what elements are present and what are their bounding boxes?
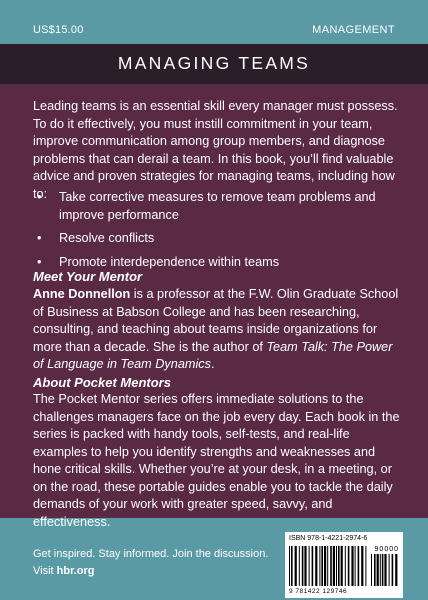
barcode-bars-icon [289,546,369,586]
visit-label: Visit [33,565,57,577]
mentor-book-title: Team Talk: The Power of Language in Team Dynamics [33,339,393,371]
pocket-mentors-heading: About Pocket Mentors [33,375,171,390]
pocket-mentors-text: The Pocket Mentor series offers immediate solutions to the challenges managers face on the job every day. Each book in the series is packed with handy tools, self-tests, and real-life examples to help you identify strengths and weaknesses and hone critical skills. Whether you’re at your desk, in a meeting, or on the road, these portable guides enable you to tackle the daily demands of your work with greater speed, savvy, and effectiveness. [33,392,400,529]
price-code: 90000 [374,546,399,553]
mentor-bio-text: is a professor at the F.W. Olin Graduate School of Business at Babson College and has been researching, consulting, and teaching about teams inside organizations for more than a decade. She is the author of [33,287,399,354]
top-band [0,0,428,44]
footer-visit [33,565,95,577]
footer-tagline: Get inspired. Stay informed. Join the discussion. [33,548,269,560]
mentor-heading: Meet Your Mentor [33,269,143,284]
list-item: • Promote interdependence within teams [33,254,403,272]
price-label: US$15.00 [33,24,84,36]
mentor-bio-end: . [210,357,215,371]
category-label: MANAGEMENT [312,24,395,36]
intro-paragraph: Leading teams is an essential skill every manager must possess. To do it effectively, you must instill commitment in your team, improve communication among group members, and diagnose problems that can derail a team. In this book, you’ll find valuable advice and proven strategies for managing teams, including how to: [33,99,398,201]
barcode-number: 9 781422 129746 [289,588,348,595]
mentor-bio [33,286,403,374]
barcode [285,532,403,598]
benefit-list [33,189,403,277]
list-item: • Take corrective measures to remove team problems and improve performance [33,189,403,224]
barcode-addon-bars-icon [371,554,399,586]
isbn-text: ISBN 978-1-4221-2974-6 [289,535,368,542]
hbr-link[interactable]: hbr.org [56,565,95,577]
title-bar [0,44,428,84]
list-item: • Resolve conflicts [33,230,403,248]
book-title: MANAGING TEAMS [117,53,311,73]
description-panel [0,84,428,529]
mentor-name: Anne Donnellon [33,287,131,301]
